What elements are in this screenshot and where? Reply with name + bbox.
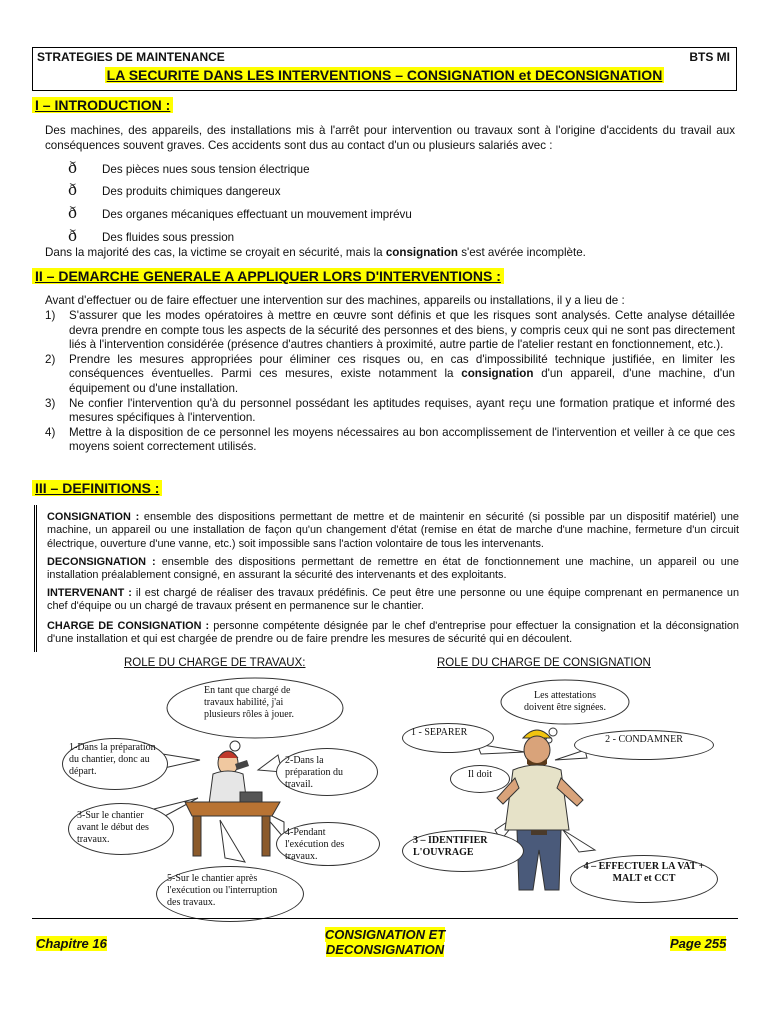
speech-bubble-identifier: 3 – IDENTIFIER L'OUVRAGE [402, 830, 524, 872]
definition-term: INTERVENANT : [47, 587, 132, 599]
speech-tail [563, 830, 595, 852]
footer-page-wrap [670, 935, 726, 953]
closing-keyword: consignation [385, 246, 458, 259]
hazard-text: Des organes mécaniques effectuant un mouvement imprévu [102, 208, 412, 221]
definition-term: DECONSIGNATION : [47, 556, 156, 568]
procedure-step [45, 426, 735, 455]
page-title: LA SECURITE DANS LES INTERVENTIONS – CONSIGNATION et DECONSIGNATION [106, 67, 663, 83]
hazard-item [68, 161, 310, 177]
speech-bubble-5: 5-Sur le chantier après l'exécution ou l'interruption des travaux. [156, 866, 304, 922]
definition-term: CHARGE DE CONSIGNATION : [47, 620, 210, 632]
speech-tail [220, 820, 245, 862]
hazard-item [68, 206, 412, 222]
thought-dot [230, 741, 240, 751]
section-2-intro: Avant d'effectuer ou de faire effectuer une intervention sur des machines, appareils ou installations, il y a lieu de : [45, 294, 625, 307]
definitions-box [34, 505, 739, 652]
section-1-title: I – INTRODUCTION : [32, 97, 173, 113]
worker-with-helmet-icon [497, 730, 583, 890]
arrow-bullet-icon: ð [68, 227, 78, 245]
procedure-step [45, 353, 735, 397]
step-text: Ne confier l'intervention qu'à du personnel possédant les aptitudes requises, ayant reçu une formation pratique et informé des mesures spécifiques à l'intervention. [69, 396, 735, 425]
procedure-step [45, 397, 735, 426]
speech-bubble-1: 1-Dans la préparation du chantier, donc au départ. [62, 738, 168, 790]
section-1-heading [32, 97, 173, 115]
definition-term: CONSIGNATION : [47, 511, 140, 523]
figure-right-caption: ROLE DU CHARGE DE CONSIGNATION [437, 657, 651, 669]
definition-text: ensemble des dispositions permettant de mettre et de maintenir en sécurité (si possible par un dispositif matériel) une machine, un appareil ou une installation de façon qu'un changement d'état (remise en état de marche d'une machine, fermeture d'un circuit électrique, ouverture d'une vanne, etc.) soit impossible sans l'action volontaire de tous les intervenants. [47, 511, 739, 550]
header-level: BTS MI [689, 50, 730, 64]
definition-consignation [47, 511, 739, 551]
hazard-item [68, 183, 281, 199]
page-header [32, 47, 737, 91]
page-title-wrap [33, 67, 736, 85]
definition-charge-consignation [47, 620, 739, 647]
figure-left-caption: ROLE DU CHARGE DE TRAVAUX: [124, 657, 306, 669]
thought-dot [549, 728, 557, 736]
procedure-list [45, 309, 735, 455]
speech-bubble-condamner: 2 - CONDAMNER [574, 730, 714, 760]
footer-chapter: Chapitre 16 [36, 936, 107, 951]
footer-title-wrap [318, 927, 452, 957]
step-text: Prendre les mesures appropriées pour éliminer ces risques ou, en cas d'impossibilité technique justifiée, en limiter les conséquences éventuelles. Parmi ces mesures, existe notamment la [69, 352, 735, 381]
procedure-step [45, 309, 735, 353]
thought-bubble-text: En tant que chargé de travaux habilité, j'ai plusieurs rôles à jouer. [204, 685, 294, 720]
definition-deconsignation [47, 556, 739, 583]
arrow-bullet-icon: ð [68, 159, 78, 177]
footer-page-number: Page 255 [670, 936, 727, 951]
thought-bubble-text: Les attestations doivent être signées. [524, 690, 606, 713]
section-3-heading [32, 480, 162, 498]
closing-text: s'est avérée incomplète. [458, 246, 586, 259]
header-course: STRATEGIES DE MAINTENANCE [37, 50, 225, 64]
section-3-title: III – DEFINITIONS : [32, 480, 162, 496]
step-number: 1) [45, 309, 56, 322]
section-2-heading [32, 268, 504, 286]
footer-rule [32, 918, 738, 919]
closing-text: Dans la majorité des cas, la victime se croyait en sécurité, mais la [45, 246, 386, 259]
definition-intervenant [47, 587, 739, 614]
hazard-text: Des fluides sous pression [102, 231, 235, 244]
step-number: 3) [45, 396, 56, 410]
step-keyword: consignation [461, 367, 534, 381]
hazard-text: Des produits chimiques dangereux [102, 185, 281, 198]
speech-bubble-2: 2-Dans la préparation du travail. [276, 748, 378, 796]
header-row [37, 50, 730, 64]
hazard-item [68, 229, 234, 245]
speech-bubble-separer: 1 - SEPARER [402, 723, 494, 753]
step-number: 2) [45, 352, 56, 366]
arrow-bullet-icon: ð [68, 204, 78, 222]
speech-bubble-vat: 4 – EFFECTUER LA VAT + MALT et CCT [570, 855, 718, 903]
hazard-text: Des pièces nues sous tension électrique [102, 163, 310, 176]
definition-text: personne compétente désignée par le chef d'entreprise pour effectuer la consignation et la déconsignation d'une installation et qui est chargée de prendre ou de faire prendre les mesures de sécurité qui en découlent. [47, 620, 739, 646]
speech-bubble-3: 3-Sur le chantier avant le début des travaux. [68, 803, 174, 855]
definition-text: ensemble des dispositions permettant de remettre en état de fonctionnement une machine, un appareil ou une installation préalablement consigné, en assurant la sécurité des intervenants et des exploitants. [47, 556, 739, 582]
arrow-bullet-icon: ð [68, 181, 78, 199]
footer-title: CONSIGNATION ET DECONSIGNATION [324, 927, 446, 957]
speech-bubble-il-doit: Il doit [450, 765, 510, 793]
step-text: S'assurer que les modes opératoires à mettre en œuvre sont définis et que les risques sont analysés. Cette analyse détaillée devra prendre en compte tous les aspects de la sécurité des personnes et des biens, y compris ceux qui ne sont pas directement liés à l'intervention considérée (présence d'autres chantiers à proximité, autre partie de l'atelier restant en fonctionnement, etc.). [69, 309, 735, 352]
footer-chapter-wrap [36, 935, 107, 953]
step-text: d'un appareil, d'une machine, d'un équipement ou d'une installation. [69, 367, 735, 395]
section-1-intro: Des machines, des appareils, des installations mis à l'arrêt pour intervention ou travaux sont à l'origine d'accidents du travail aux conséquences souvent graves. Ces accidents sont dus au contact d'un ou plusieurs salariés avec : [45, 124, 735, 152]
speech-bubble-4: 4-Pendant l'exécution des travaux. [276, 822, 380, 866]
step-number: 4) [45, 425, 56, 439]
definition-text: il est chargé de réaliser des travaux prédéfinis. Ce peut être une personne ou une équipe comprenant en permanence un chef d'équipe ou un chargé de travaux présent en permanence sur le chantier. [47, 587, 740, 613]
section-1-closing [45, 246, 735, 261]
section-2-title: II – DEMARCHE GENERALE A APPLIQUER LORS D'INTERVENTIONS : [32, 268, 504, 284]
step-text: Mettre à la disposition de ce personnel les moyens nécessaires au bon accomplissement de l'intervention et veiller à ce que ces moyens soient correctement utilisés. [69, 425, 735, 454]
